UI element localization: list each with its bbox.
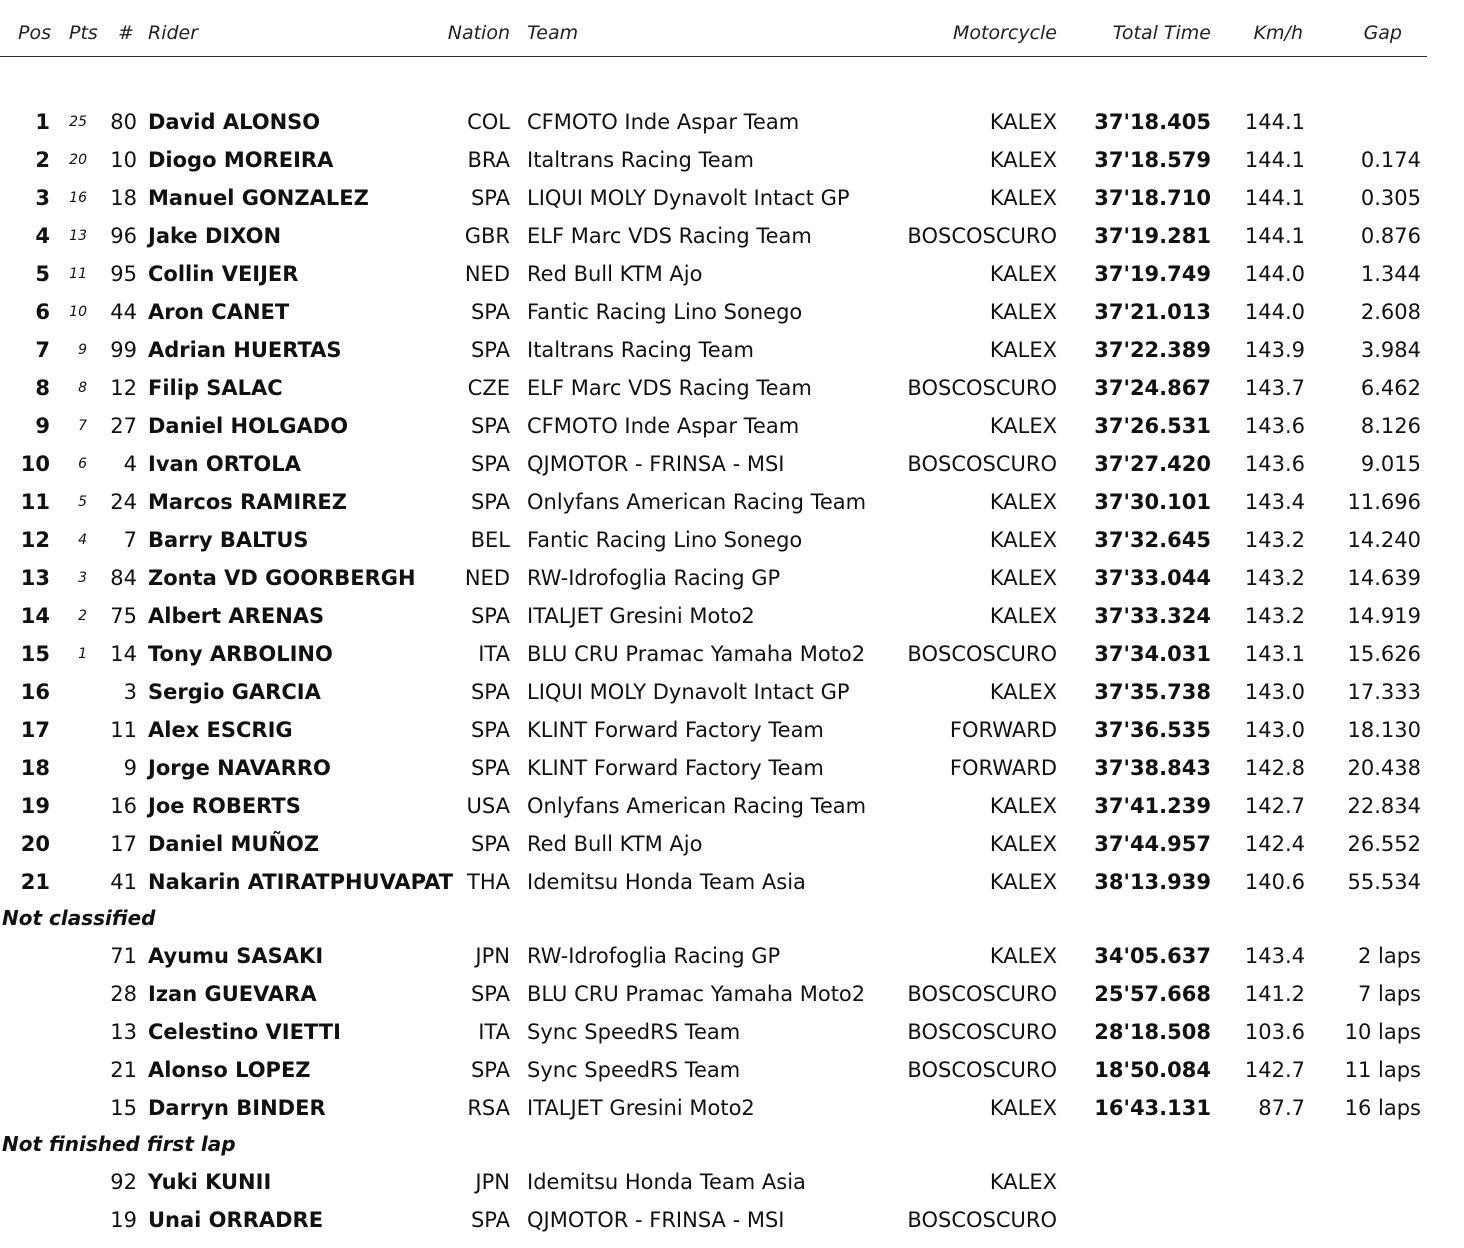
cell-gap: 14.240 [1347,528,1421,552]
cell-total-time: 37'33.324 [1094,604,1211,628]
cell-points: 3 [78,570,87,586]
cell-rider-number: 15 [110,1096,137,1120]
cell-speed-kmh: 143.9 [1244,338,1305,362]
cell-nation: SPA [470,300,510,324]
cell-nation: SPA [470,452,510,476]
cell-points: 9 [78,342,87,358]
cell-total-time: 37'18.579 [1094,148,1211,172]
cell-team-name: KLINT Forward Factory Team [527,756,824,780]
cell-gap: 0.876 [1360,224,1421,248]
cell-speed-kmh: 142.7 [1244,1058,1305,1082]
table-row [0,482,1464,520]
table-row [0,254,1464,292]
cell-rider-number: 14 [110,642,137,666]
cell-team-name: Sync SpeedRS Team [527,1058,741,1082]
cell-rider-number: 11 [110,718,137,742]
cell-total-time: 37'30.101 [1094,490,1211,514]
header-motorcycle: Motorcycle [952,22,1057,44]
cell-motorcycle: KALEX [989,1096,1057,1120]
section-not-finished: Not finished first lap [2,1132,236,1156]
header-team: Team [527,22,579,44]
cell-position: 20 [20,832,50,856]
cell-rider-name: Nakarin ATIRATPHUVAPAT [148,870,454,894]
cell-gap: 18.130 [1347,718,1421,742]
header-pos: Pos [18,22,51,44]
cell-motorcycle: BOSCOSCURO [907,376,1057,400]
cell-motorcycle: KALEX [989,944,1057,968]
cell-rider-number: 24 [110,490,137,514]
cell-total-time: 37'41.239 [1094,794,1211,818]
cell-rider-number: 28 [110,982,137,1006]
cell-position: 10 [20,452,50,476]
cell-speed-kmh: 143.2 [1244,566,1305,590]
cell-motorcycle: BOSCOSCURO [907,982,1057,1006]
cell-motorcycle: BOSCOSCURO [907,1020,1057,1044]
cell-rider-name: Celestino VIETTI [148,1020,341,1044]
cell-team-name: Red Bull KTM Ajo [527,262,703,286]
header-nation: Nation [447,22,510,44]
cell-points: 10 [69,304,87,320]
cell-points: 7 [78,418,87,434]
cell-nation: COL [467,110,510,134]
cell-rider-name: Alonso LOPEZ [148,1058,311,1082]
table-row [0,406,1464,444]
cell-nation: SPA [470,832,510,856]
cell-rider-name: Yuki KUNII [148,1170,272,1194]
cell-position: 6 [35,300,50,324]
cell-team-name: ELF Marc VDS Racing Team [527,376,812,400]
cell-total-time: 16'43.131 [1094,1096,1211,1120]
cell-nation: BRA [467,148,510,172]
cell-motorcycle: KALEX [989,566,1057,590]
cell-gap: 6.462 [1360,376,1421,400]
cell-points: 8 [78,380,87,396]
cell-gap: 0.174 [1360,148,1421,172]
cell-rider-number: 18 [110,186,137,210]
cell-nation: ITA [478,642,510,666]
table-row [0,558,1464,596]
cell-rider-number: 44 [110,300,137,324]
cell-gap: 55.534 [1347,870,1421,894]
cell-rider-name: Joe ROBERTS [148,794,301,818]
cell-nation: NED [464,566,510,590]
cell-nation: SPA [470,1208,510,1232]
cell-rider-name: Albert ARENAS [148,604,325,628]
cell-rider-number: 17 [110,832,137,856]
cell-nation: SPA [470,338,510,362]
cell-rider-number: 75 [110,604,137,628]
cell-rider-name: Marcos RAMIREZ [148,490,347,514]
cell-speed-kmh: 143.0 [1244,680,1305,704]
cell-rider-name: Alex ESCRIG [148,718,293,742]
cell-motorcycle: KALEX [989,794,1057,818]
cell-speed-kmh: 144.1 [1244,186,1305,210]
table-row [0,178,1464,216]
cell-total-time: 25'57.668 [1094,982,1211,1006]
cell-rider-name: Sergio GARCIA [148,680,321,704]
cell-team-name: ELF Marc VDS Racing Team [527,224,812,248]
cell-rider-name: Tony ARBOLINO [148,642,333,666]
header-rider: Rider [148,22,199,44]
cell-rider-name: Aron CANET [148,300,290,324]
cell-speed-kmh: 143.0 [1244,718,1305,742]
cell-rider-number: 41 [110,870,137,894]
cell-team-name: Idemitsu Honda Team Asia [527,1170,806,1194]
cell-gap: 15.626 [1347,642,1421,666]
cell-rider-name: Adrian HUERTAS [148,338,342,362]
table-row [0,748,1464,786]
cell-position: 11 [20,490,50,514]
cell-rider-name: Zonta VD GOORBERGH [148,566,416,590]
cell-motorcycle: KALEX [989,186,1057,210]
cell-motorcycle: KALEX [989,300,1057,324]
cell-position: 16 [20,680,50,704]
cell-points: 20 [69,152,87,168]
cell-nation: ITA [478,1020,510,1044]
cell-total-time: 28'18.508 [1094,1020,1211,1044]
cell-team-name: Onlyfans American Racing Team [527,490,867,514]
cell-speed-kmh: 103.6 [1244,1020,1305,1044]
cell-rider-number: 10 [110,148,137,172]
cell-rider-name: Filip SALAC [148,376,283,400]
cell-total-time: 37'44.957 [1094,832,1211,856]
cell-nation: USA [466,794,510,818]
header-gap: Gap [1363,22,1402,44]
cell-rider-number: 21 [110,1058,137,1082]
cell-total-time: 37'24.867 [1094,376,1211,400]
cell-position: 1 [35,110,50,134]
cell-rider-number: 80 [110,110,137,134]
cell-nation: NED [464,262,510,286]
cell-total-time: 37'36.535 [1094,718,1211,742]
cell-position: 18 [20,756,50,780]
cell-gap: 9.015 [1360,452,1421,476]
cell-rider-name: Daniel HOLGADO [148,414,349,438]
cell-rider-number: 7 [123,528,137,552]
cell-gap: 20.438 [1347,756,1421,780]
cell-team-name: ITALJET Gresini Moto2 [527,604,755,628]
table-row [0,102,1464,140]
cell-team-name: LIQUI MOLY Dynavolt Intact GP [527,680,850,704]
cell-rider-number: 95 [110,262,137,286]
cell-total-time: 37'18.710 [1094,186,1211,210]
cell-team-name: Sync SpeedRS Team [527,1020,741,1044]
cell-rider-number: 16 [110,794,137,818]
cell-rider-number: 13 [110,1020,137,1044]
cell-team-name: BLU CRU Pramac Yamaha Moto2 [527,642,866,666]
cell-nation: RSA [467,1096,510,1120]
cell-rider-number: 27 [110,414,137,438]
cell-position: 3 [35,186,50,210]
cell-nation: SPA [470,718,510,742]
cell-nation: BEL [470,528,510,552]
cell-rider-number: 19 [110,1208,137,1232]
cell-team-name: Fantic Racing Lino Sonego [527,300,803,324]
cell-total-time: 37'26.531 [1094,414,1211,438]
cell-position: 15 [20,642,50,666]
cell-points: 13 [69,228,87,244]
cell-motorcycle: KALEX [989,832,1057,856]
cell-position: 4 [35,224,50,248]
cell-speed-kmh: 142.8 [1244,756,1305,780]
cell-nation: SPA [470,756,510,780]
cell-team-name: Italtrans Racing Team [527,338,754,362]
cell-team-name: KLINT Forward Factory Team [527,718,824,742]
cell-gap: 10 laps [1344,1020,1421,1044]
cell-total-time: 37'32.645 [1094,528,1211,552]
cell-position: 2 [35,148,50,172]
cell-nation: SPA [470,604,510,628]
cell-gap: 2 laps [1357,944,1421,968]
cell-rider-number: 71 [110,944,137,968]
cell-position: 8 [35,376,50,400]
cell-nation: SPA [470,414,510,438]
cell-gap: 0.305 [1360,186,1421,210]
cell-points: 4 [78,532,87,548]
cell-rider-name: Ivan ORTOLA [148,452,301,476]
cell-nation: JPN [475,944,510,968]
cell-points: 11 [69,266,87,282]
cell-position: 12 [20,528,50,552]
cell-team-name: Onlyfans American Racing Team [527,794,867,818]
cell-motorcycle: KALEX [989,680,1057,704]
cell-total-time: 37'35.738 [1094,680,1211,704]
cell-motorcycle: BOSCOSCURO [907,452,1057,476]
table-row [0,140,1464,178]
cell-points: 16 [69,190,87,206]
table-row [0,330,1464,368]
cell-total-time: 37'27.420 [1094,452,1211,476]
cell-gap: 16 laps [1344,1096,1421,1120]
cell-motorcycle: BOSCOSCURO [907,1058,1057,1082]
table-row [0,634,1464,672]
cell-team-name: RW-Idrofoglia Racing GP [527,944,781,968]
cell-gap: 26.552 [1347,832,1421,856]
cell-speed-kmh: 142.7 [1244,794,1305,818]
cell-points: 1 [78,646,87,662]
cell-rider-name: David ALONSO [148,110,321,134]
cell-nation: GBR [464,224,510,248]
cell-motorcycle: BOSCOSCURO [907,1208,1057,1232]
cell-total-time: 37'19.749 [1094,262,1211,286]
cell-rider-name: Izan GUEVARA [148,982,317,1006]
cell-nation: JPN [475,1170,510,1194]
cell-nation: CZE [467,376,510,400]
cell-speed-kmh: 141.2 [1244,982,1305,1006]
cell-motorcycle: KALEX [989,1170,1057,1194]
cell-team-name: CFMOTO Inde Aspar Team [527,414,800,438]
cell-speed-kmh: 143.2 [1244,528,1305,552]
cell-total-time: 37'18.405 [1094,110,1211,134]
cell-position: 5 [35,262,50,286]
cell-team-name: QJMOTOR - FRINSA - MSI [527,1208,785,1232]
cell-gap: 1.344 [1360,262,1421,286]
table-row [0,520,1464,558]
cell-motorcycle: FORWARD [949,718,1057,742]
cell-rider-number: 4 [123,452,137,476]
cell-nation: SPA [470,490,510,514]
cell-total-time: 37'22.389 [1094,338,1211,362]
cell-rider-name: Unai ORRADRE [148,1208,324,1232]
cell-team-name: Italtrans Racing Team [527,148,754,172]
cell-nation: SPA [470,680,510,704]
cell-gap: 2.608 [1360,300,1421,324]
cell-total-time: 37'33.044 [1094,566,1211,590]
cell-speed-kmh: 144.1 [1244,110,1305,134]
cell-speed-kmh: 144.0 [1244,262,1305,286]
cell-rider-number: 3 [123,680,137,704]
table-row [0,710,1464,748]
cell-total-time: 37'38.843 [1094,756,1211,780]
cell-position: 21 [20,870,50,894]
table-row [0,672,1464,710]
cell-motorcycle: KALEX [989,148,1057,172]
table-header [0,0,1427,57]
cell-rider-name: Jake DIXON [148,224,282,248]
cell-motorcycle: KALEX [989,870,1057,894]
cell-points: 6 [78,456,87,472]
header-total-time: Total Time [1112,22,1211,44]
cell-motorcycle: KALEX [989,528,1057,552]
cell-rider-name: Manuel GONZALEZ [148,186,369,210]
cell-team-name: LIQUI MOLY Dynavolt Intact GP [527,186,850,210]
cell-motorcycle: KALEX [989,110,1057,134]
cell-rider-name: Jorge NAVARRO [148,756,331,780]
cell-gap: 17.333 [1347,680,1421,704]
cell-team-name: Fantic Racing Lino Sonego [527,528,803,552]
cell-team-name: Red Bull KTM Ajo [527,832,703,856]
cell-rider-number: 84 [110,566,137,590]
table-row [0,936,1464,974]
cell-points: 5 [78,494,87,510]
table-row [0,596,1464,634]
cell-speed-kmh: 143.2 [1244,604,1305,628]
table-row [0,786,1464,824]
cell-rider-number: 12 [110,376,137,400]
header-num: # [118,22,134,44]
cell-total-time: 18'50.084 [1094,1058,1211,1082]
cell-total-time: 37'34.031 [1094,642,1211,666]
cell-team-name: QJMOTOR - FRINSA - MSI [527,452,785,476]
cell-motorcycle: BOSCOSCURO [907,642,1057,666]
cell-rider-name: Ayumu SASAKI [148,944,324,968]
cell-motorcycle: KALEX [989,490,1057,514]
cell-total-time: 37'21.013 [1094,300,1211,324]
cell-rider-number: 96 [110,224,137,248]
cell-motorcycle: FORWARD [949,756,1057,780]
table-row [0,368,1464,406]
cell-position: 13 [20,566,50,590]
table-row [0,216,1464,254]
table-row [0,1200,1464,1238]
table-row [0,824,1464,862]
cell-gap: 3.984 [1360,338,1421,362]
cell-nation: SPA [470,982,510,1006]
cell-speed-kmh: 143.4 [1244,490,1305,514]
cell-speed-kmh: 143.7 [1244,376,1305,400]
cell-speed-kmh: 140.6 [1244,870,1305,894]
header-pts: Pts [69,22,98,44]
cell-total-time: 38'13.939 [1094,870,1211,894]
table-row [0,1050,1464,1088]
cell-motorcycle: KALEX [989,262,1057,286]
table-row [0,862,1464,900]
table-row [0,1088,1464,1126]
cell-gap: 22.834 [1347,794,1421,818]
cell-nation: THA [467,870,510,894]
cell-speed-kmh: 143.6 [1244,452,1305,476]
cell-position: 17 [20,718,50,742]
cell-gap: 11.696 [1347,490,1421,514]
cell-position: 19 [20,794,50,818]
cell-rider-name: Barry BALTUS [148,528,309,552]
cell-points: 2 [78,608,87,624]
cell-team-name: ITALJET Gresini Moto2 [527,1096,755,1120]
table-row [0,1162,1464,1200]
cell-gap: 11 laps [1344,1058,1421,1082]
cell-speed-kmh: 143.4 [1244,944,1305,968]
cell-rider-name: Darryn BINDER [148,1096,326,1120]
cell-speed-kmh: 87.7 [1258,1096,1305,1120]
cell-motorcycle: KALEX [989,338,1057,362]
cell-team-name: Idemitsu Honda Team Asia [527,870,806,894]
cell-nation: SPA [470,186,510,210]
table-row [0,444,1464,482]
section-not-classified: Not classified [2,906,156,930]
table-row [0,292,1464,330]
cell-points: 25 [69,114,87,130]
cell-gap: 8.126 [1360,414,1421,438]
cell-speed-kmh: 143.6 [1244,414,1305,438]
cell-team-name: CFMOTO Inde Aspar Team [527,110,800,134]
cell-motorcycle: KALEX [989,414,1057,438]
cell-team-name: BLU CRU Pramac Yamaha Moto2 [527,982,866,1006]
cell-team-name: RW-Idrofoglia Racing GP [527,566,781,590]
cell-position: 14 [20,604,50,628]
cell-speed-kmh: 143.1 [1244,642,1305,666]
cell-speed-kmh: 144.1 [1244,148,1305,172]
cell-speed-kmh: 144.1 [1244,224,1305,248]
cell-rider-name: Diogo MOREIRA [148,148,334,172]
cell-total-time: 34'05.637 [1094,944,1211,968]
cell-gap: 14.919 [1347,604,1421,628]
table-row [0,1012,1464,1050]
cell-motorcycle: BOSCOSCURO [907,224,1057,248]
cell-rider-number: 92 [110,1170,137,1194]
cell-nation: SPA [470,1058,510,1082]
header-kmh: Km/h [1253,22,1303,44]
cell-speed-kmh: 144.0 [1244,300,1305,324]
cell-speed-kmh: 142.4 [1244,832,1305,856]
cell-rider-number: 9 [123,756,137,780]
cell-rider-name: Daniel MUÑOZ [148,832,320,856]
cell-motorcycle: KALEX [989,604,1057,628]
cell-position: 9 [35,414,50,438]
cell-rider-name: Collin VEIJER [148,262,299,286]
cell-gap: 7 laps [1357,982,1421,1006]
cell-gap: 14.639 [1347,566,1421,590]
cell-total-time: 37'19.281 [1094,224,1211,248]
table-row [0,974,1464,1012]
cell-position: 7 [35,338,50,362]
cell-rider-number: 99 [110,338,137,362]
